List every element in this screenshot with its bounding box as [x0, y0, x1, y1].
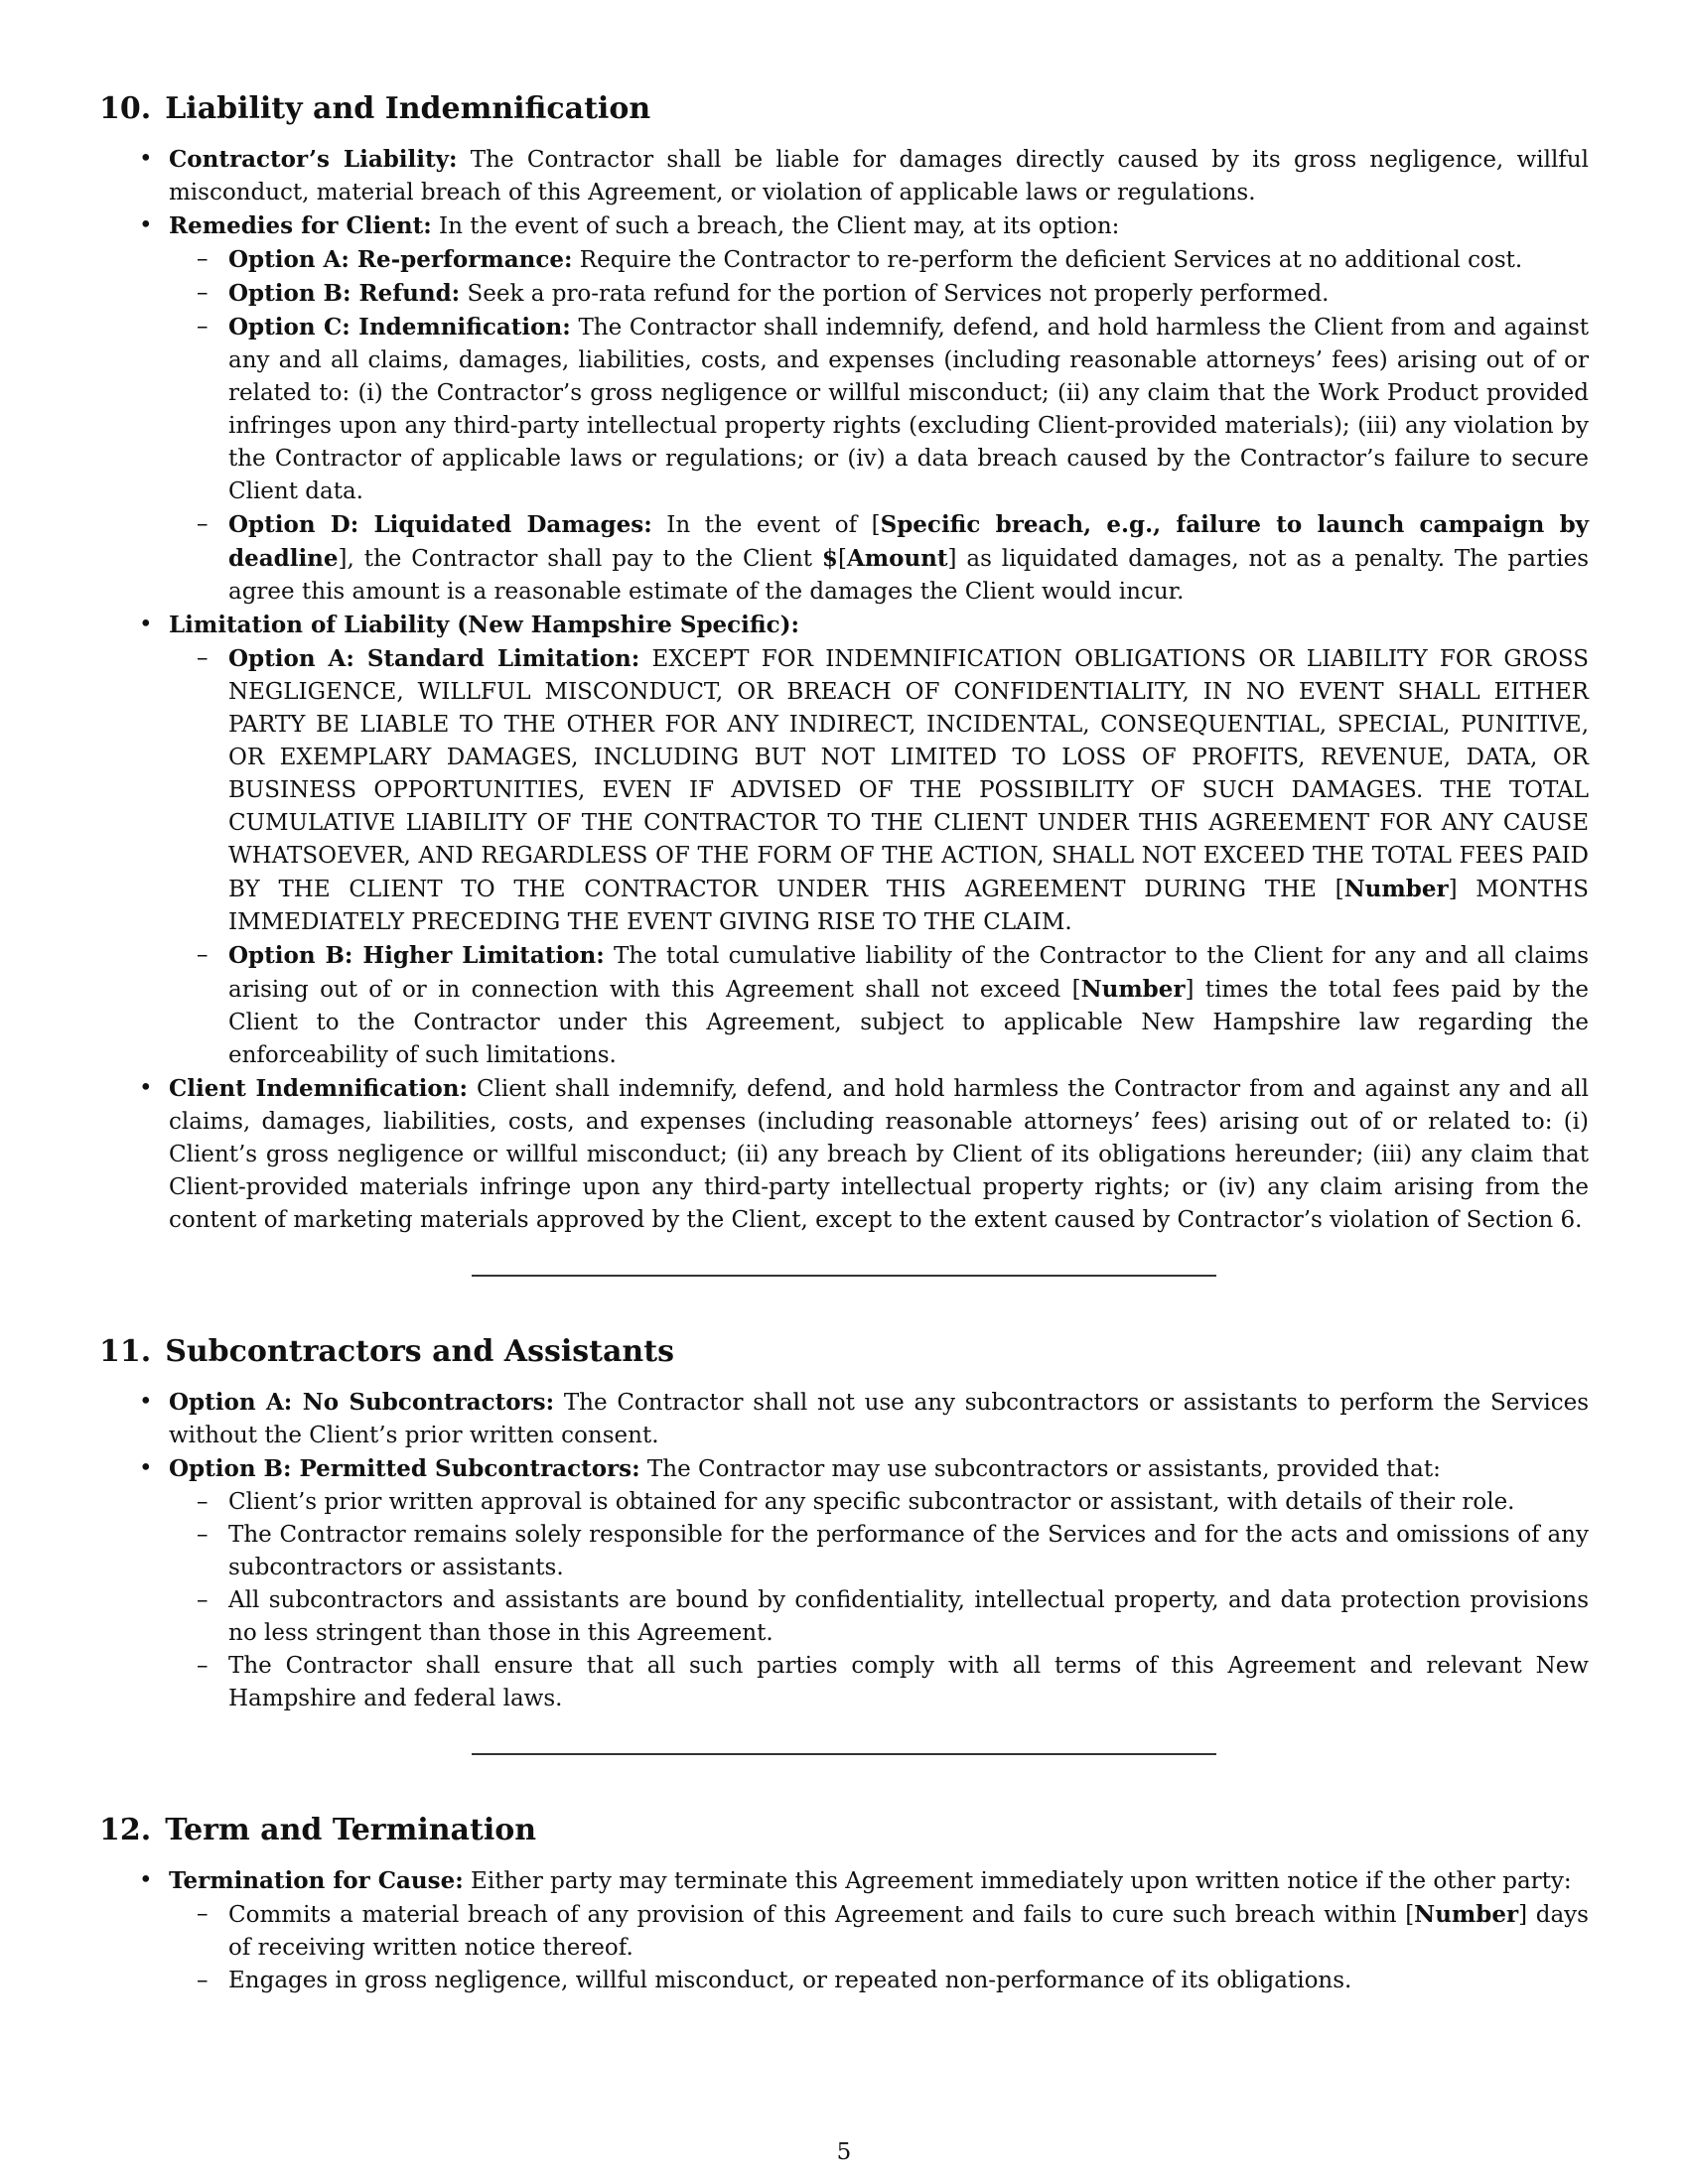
- list-item: • Option B: Permitted Subcontractors: The Contractor may use subcontractors or assistants, provided that: – Client’s prior written approval is obtained for any specific subcontractor or assistant, with details of their role. – The Contractor remains solely responsible for the performance of the Services and for the acts and omissions of any subcontractors or assistants. – All subcontractors and assistants are bound by confidentiality, intellectual property, and data protection provisions no less stringent than those in this Agreement. – The Contractor shall ensure that all such parties comply with all terms of this Agreement and relevant New Hampshire and federal laws.: [169, 1452, 1589, 1715]
- list-item: – The Contractor shall ensure that all such parties comply with all terms of this Agreement and relevant New Hampshire and federal laws.: [228, 1650, 1589, 1715]
- section-10-heading: 10. Liability and Indemnification: [99, 91, 651, 126]
- termination-conditions: [169, 1898, 1589, 1997]
- list-item: – Engages in gross negligence, willful misconduct, or repeated non-performance of its obligations.: [228, 1965, 1589, 1997]
- list-item: – Option C: Indemnification: The Contractor shall indemnify, defend, and hold harmless the Client from and against any and all claims, damages, liabilities, costs, and expenses (including reasonable attorneys’ fees) arising out of or related to: (i) the Contractor’s gross negligence or willful misconduct; (ii) any claim that the Work Product provided infringes upon any third-party intellectual property rights (excluding Client-provided materials); (iii) any violation by the Contractor of applicable laws or regulations; or (iv) a data breach caused by the Contractor’s failure to secure Client data.: [228, 311, 1589, 508]
- list-item: • Client Indemnification: Client shall indemnify, defend, and hold harmless the Contractor from and against any and all claims, damages, liabilities, costs, and expenses (including reasonable attorneys’ fees) arising out of or related to: (i) Client’s gross negligence or willful misconduct; (ii) any breach by Client of its obligations hereunder; (iii) any claim that Client-provided materials infringe upon any third-party intellectual property rights; or (iv) any claim arising from the content of marketing materials approved by the Client, except to the extent caused by Contractor’s violation of Section 6.: [169, 1072, 1589, 1237]
- document-page: [99, 89, 1589, 1997]
- remedies-options: [169, 243, 1589, 609]
- section-11-heading: 11. Subcontractors and Assistants: [99, 1334, 674, 1369]
- list-item: – Option D: Liquidated Damages: In the event of [Specific breach, e.g., failure to launch campaign by deadline], the Contractor shall pay to the Client $[Amount] as liquidated damages, not as a penalty. The parties agree this amount is a reasonable estimate of the damages the Client would incur.: [228, 508, 1589, 609]
- list-item: – Client’s prior written approval is obtained for any specific subcontractor or assistant, with details of their role.: [228, 1486, 1589, 1519]
- list-item: – Option B: Refund: Seek a pro-rata refund for the portion of Services not properly performed.: [228, 277, 1589, 311]
- subcontractor-conditions: [169, 1486, 1589, 1715]
- section-divider: [472, 1753, 1216, 1755]
- list-item: • Contractor’s Liability: The Contractor shall be liable for damages directly caused by its gross negligence, willful misconduct, material breach of this Agreement, or violation of applicable laws or regulations.: [169, 143, 1589, 209]
- list-item: – The Contractor remains solely responsible for the performance of the Services and for the acts and omissions of any subcontractors or assistants.: [228, 1519, 1589, 1584]
- section-11-list: [99, 1386, 1589, 1715]
- section-divider: [472, 1275, 1216, 1277]
- list-item: – All subcontractors and assistants are bound by confidentiality, intellectual property, and data protection provisions no less stringent than those in this Agreement.: [228, 1584, 1589, 1650]
- list-item: – Option A: Standard Limitation: EXCEPT FOR INDEMNIFICATION OBLIGATIONS OR LIABILITY FOR GROSS NEGLIGENCE, WILLFUL MISCONDUCT, OR BREACH OF CONFIDENTIALITY, IN NO EVENT SHALL EITHER PARTY BE LIABLE TO THE OTHER FOR ANY INDIRECT, INCIDENTAL, CONSEQUENTIAL, SPECIAL, PUNITIVE, OR EXEMPLARY DAMAGES, INCLUDING BUT NOT LIMITED TO LOSS OF PROFITS, REVENUE, DATA, OR BUSINESS OPPORTUNITIES, EVEN IF ADVISED OF THE POSSIBILITY OF SUCH DAMAGES. THE TOTAL CUMULATIVE LIABILITY OF THE CONTRACTOR TO THE CLIENT UNDER THIS AGREEMENT FOR ANY CAUSE WHATSOEVER, AND REGARDLESS OF THE FORM OF THE ACTION, SHALL NOT EXCEED THE TOTAL FEES PAID BY THE CLIENT TO THE CONTRACTOR UNDER THIS AGREEMENT DURING THE [Number] MONTHS IMMEDIATELY PRECEDING THE EVENT GIVING RISE TO THE CLAIM.: [228, 642, 1589, 939]
- list-item: • Option A: No Subcontractors: The Contractor shall not use any subcontractors or assistants to perform the Services without the Client’s prior written consent.: [169, 1386, 1589, 1452]
- list-item: • Termination for Cause: Either party may terminate this Agreement immediately upon written notice if the other party: – Commits a material breach of any provision of this Agreement and fails to cure such breach within [Number] days of receiving written notice thereof. – Engages in gross negligence, willful misconduct, or repeated non-performance of its obligations.: [169, 1864, 1589, 1997]
- list-item: – Option A: Re-performance: Require the Contractor to re-perform the deficient Services at no additional cost.: [228, 243, 1589, 277]
- list-item: • Remedies for Client: In the event of such a breach, the Client may, at its option: – Option A: Re-performance: Require the Contractor to re-perform the deficient Services at no additional cost. – Option B: Refund: Seek a pro-rata refund for the portion of Services not properly performed. – Option C: Indemnification: The Contractor shall indemnify, defend, and hold harmless the Client from and against any and all claims, damages, liabilities, costs, and expenses (including reasonable attorneys’ fees) arising out of or related to: (i) the Contractor’s gross negligence or willful misconduct; (ii) any claim that the Work Product provided infringes upon any third-party intellectual property rights (excluding Client-provided materials); (iii) any violation by the Contractor of applicable laws or regulations; or (iv) a data breach caused by the Contractor’s failure to secure Client data. – Option D: Liquidated Damages: In the event of [Specific breach, e.g., failure to launch campaign by deadline], the Contractor shall pay to the Client $[Amount] as liquidated damages, not as a penalty. The parties agree this amount is a reasonable estimate of the damages the Client would incur.: [169, 209, 1589, 609]
- limitation-options: [169, 642, 1589, 1072]
- section-12-heading: 12. Term and Termination: [99, 1813, 537, 1847]
- list-item: – Commits a material breach of any provision of this Agreement and fails to cure such breach within [Number] days of receiving written notice thereof.: [228, 1898, 1589, 1965]
- section-10-list: [99, 143, 1589, 1237]
- list-item: – Option B: Higher Limitation: The total cumulative liability of the Contractor to the Client for any and all claims arising out of or in connection with this Agreement shall not exceed [Number] times the total fees paid by the Client to the Contractor under this Agreement, subject to applicable New Hampshire law regarding the enforceability of such limitations.: [228, 939, 1589, 1072]
- list-item: • Limitation of Liability (New Hampshire Specific): – Option A: Standard Limitation: EXCEPT FOR INDEMNIFICATION OBLIGATIONS OR LIABILITY FOR GROSS NEGLIGENCE, WILLFUL MISCONDUCT, OR BREACH OF CONFIDENTIALITY, IN NO EVENT SHALL EITHER PARTY BE LIABLE TO THE OTHER FOR ANY INDIRECT, INCIDENTAL, CONSEQUENTIAL, SPECIAL, PUNITIVE, OR EXEMPLARY DAMAGES, INCLUDING BUT NOT LIMITED TO LOSS OF PROFITS, REVENUE, DATA, OR BUSINESS OPPORTUNITIES, EVEN IF ADVISED OF THE POSSIBILITY OF SUCH DAMAGES. THE TOTAL CUMULATIVE LIABILITY OF THE CONTRACTOR TO THE CLIENT UNDER THIS AGREEMENT FOR ANY CAUSE WHATSOEVER, AND REGARDLESS OF THE FORM OF THE ACTION, SHALL NOT EXCEED THE TOTAL FEES PAID BY THE CLIENT TO THE CONTRACTOR UNDER THIS AGREEMENT DURING THE [Number] MONTHS IMMEDIATELY PRECEDING THE EVENT GIVING RISE TO THE CLAIM. – Option B: Higher Limitation: The total cumulative liability of the Contractor to the Client for any and all claims arising out of or in connection with this Agreement shall not exceed [Number] times the total fees paid by the Client to the Contractor under this Agreement, subject to applicable New Hampshire law regarding the enforceability of such limitations.: [169, 609, 1589, 1072]
- section-12-list: [99, 1864, 1589, 1997]
- page-number: 5: [836, 2139, 852, 2165]
